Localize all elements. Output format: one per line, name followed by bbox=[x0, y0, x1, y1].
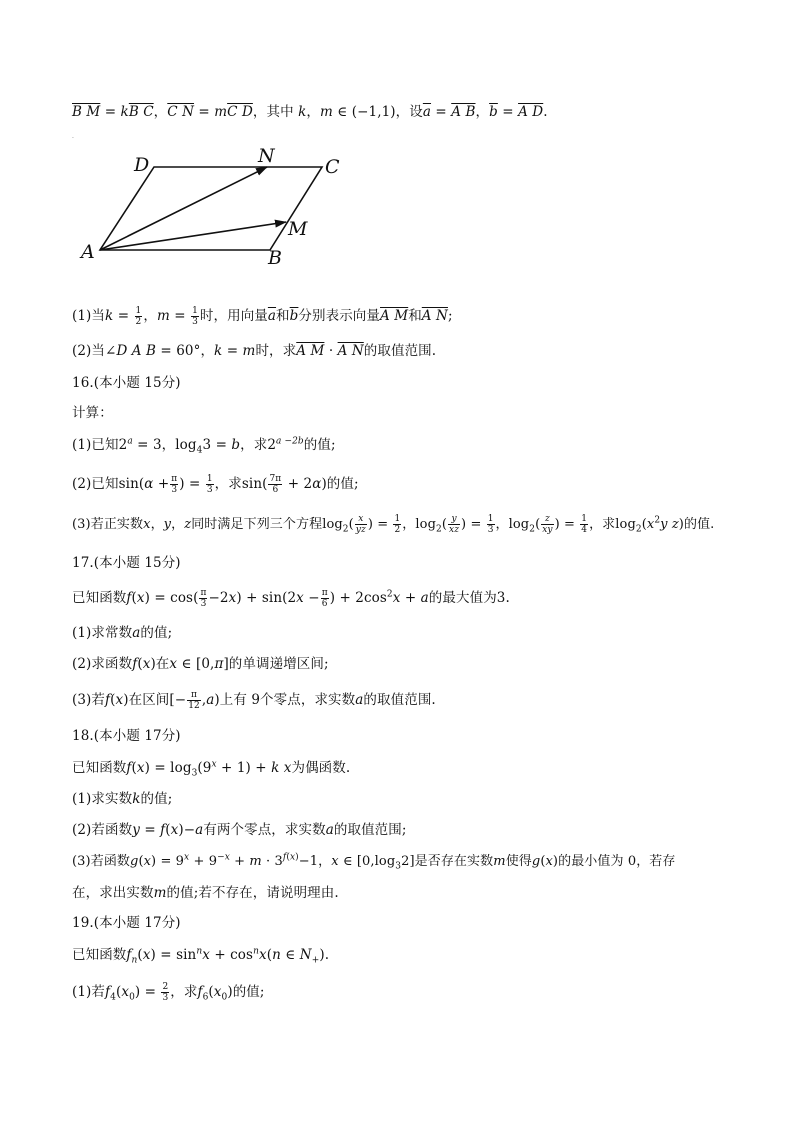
problem-intro-line: B M = kB C，C N = mC D，其中 k，m ∈ (−1,1)，设$\overline{a} = A$ B，$\overline{b} = A$ D. bbox=[72, 104, 548, 120]
label-b: B bbox=[268, 247, 282, 269]
q18-part3: (3)若函数$g(x) = 9^x + 9^{-x} + m \cdot 3^{f(x)}-1$，x ∈ $[0,\log_32]$是否存在实数m使得g(x)的最小值为 0，若存 bbox=[72, 852, 676, 872]
q17-part3: (3)若f(x)在区间[− $\frac{\pi}{12}$ ,a)上有 9个零点，求实数a的取值范围. bbox=[72, 690, 436, 711]
label-c: C bbox=[325, 156, 340, 178]
q19-heading: 19.(本小题 17分) bbox=[72, 915, 181, 931]
q18-heading: 18.(本小题 17分) bbox=[72, 728, 181, 744]
label-n: N bbox=[258, 145, 275, 167]
q17-heading: 17.(本小题 15分) bbox=[72, 555, 181, 571]
q18-stem: 已知函数$f(x) = \log_3(9^x + 1) + k$ x为偶函数. bbox=[72, 759, 351, 779]
q17-part2: (2)求函数f(x)在x ∈ [0,π]的单调递增区间; bbox=[72, 656, 329, 672]
q17-part1: (1)求常数a的值; bbox=[72, 625, 173, 641]
parallelogram-figure bbox=[72, 140, 372, 270]
q16-part2: (2)已知sin(α + $\frac{\pi}{3}$ ) = $\frac{1}{3}$ ，求sin( $\frac{7\pi}{6}$ + 2α)的值; bbox=[72, 474, 359, 495]
q16-heading: 16.(本小题 15分) bbox=[72, 375, 181, 391]
q16-part3: (3)若正实数x，y，z同时满足下列三个方程$\log_2$( $\frac{x}{yz}$ ) = $\frac{1}{2}$ ，$\log_2$( $\frac{y}{xz}$ ) = $\frac{1}{3}$ ，$\log_2$( $\frac{z}{xy}$ ) = $\frac{1}{4}$ ，求$\log_2(x^2y$ z)的值. bbox=[72, 514, 715, 535]
stray-dot: . bbox=[72, 133, 74, 140]
q16-intro: 计算： bbox=[72, 405, 113, 421]
q18-part3-cont: 在，求出实数m的值;若不存在，请说明理由. bbox=[72, 885, 339, 901]
q17-stem: 已知函数f(x) = cos( $\frac{\pi}{3}$ −2x) + sin(2x − $\frac{\pi}{6}$ ) + $2\cos^2x + a$的最大值为3. bbox=[72, 588, 510, 609]
label-m: M bbox=[288, 218, 308, 240]
label-a: A bbox=[81, 241, 95, 263]
q15-part1: (1)当k = $\frac{1}{2}$ ，m = $\frac{1}{3}$ 时，用向量$\overline{a}$和$\overline{b}$分别表示向量A M和A N; bbox=[72, 306, 453, 327]
q18-part1: (1)求实数k的值; bbox=[72, 791, 173, 807]
q15-part2: (2)当∠D A B = 60°，k = m时，求A M · A N的取值范围. bbox=[72, 343, 437, 359]
q19-stem: 已知函数$f_n(x) = \sin^nx + \cos^nx(n$ ∈ $N_+$). bbox=[72, 946, 330, 966]
q18-part2: (2)若函数y = f(x)−a有两个零点，求实数a的取值范围; bbox=[72, 822, 407, 838]
q16-part1: (1)已知$2^a = 3$，$\log_43 = b$，求$2^{a -2b}$的值; bbox=[72, 436, 336, 456]
label-d: D bbox=[134, 154, 150, 176]
q19-part1: (1)若$f_4(x_0)$ = $\frac{2}{3}$ ，求$f_6(x_0)$的值; bbox=[72, 982, 265, 1003]
